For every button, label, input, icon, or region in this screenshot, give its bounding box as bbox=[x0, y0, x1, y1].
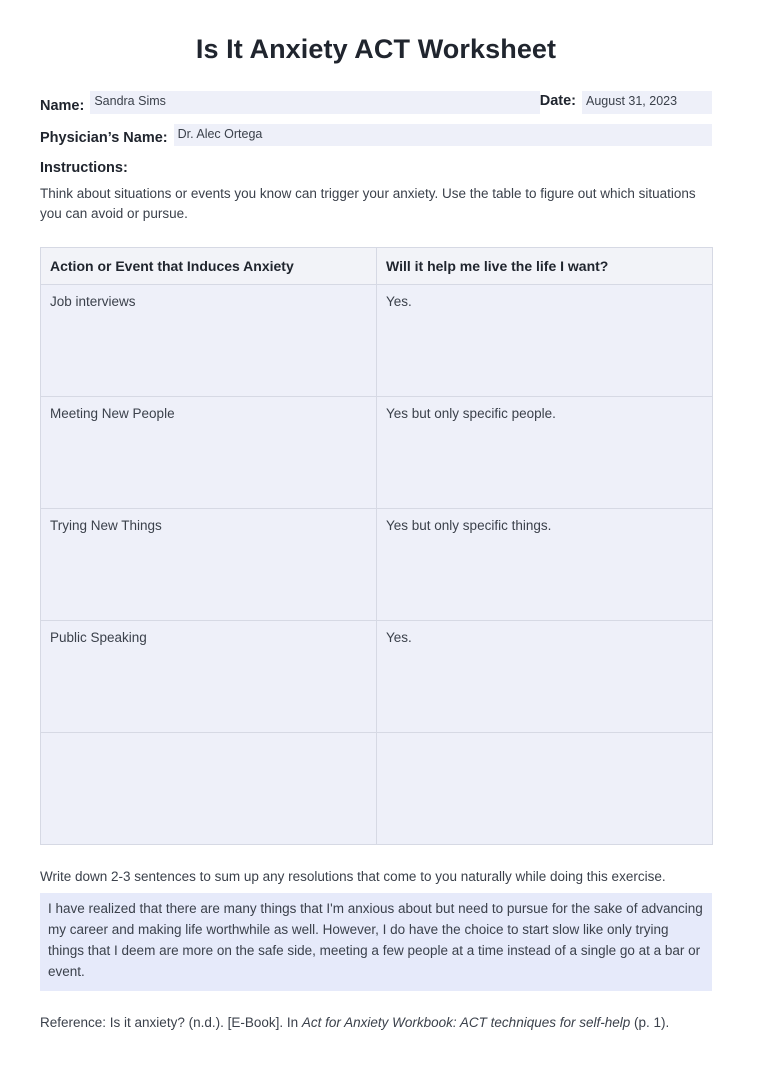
page-title: Is It Anxiety ACT Worksheet bbox=[195, 34, 557, 64]
date-block bbox=[540, 91, 712, 114]
reference-prefix: Reference: Is it anxiety? (n.d.). [E-Book]. In bbox=[40, 1014, 302, 1030]
cell-answer[interactable]: Yes but only specific people. bbox=[377, 397, 713, 509]
name-date-row bbox=[40, 91, 712, 114]
summary-prompt: Write down 2-3 sentences to sum up any resolutions that come to you naturally while doing this exercise. bbox=[40, 869, 666, 885]
reference-text bbox=[40, 1013, 712, 1033]
reference-title: Act for Anxiety Workbook: ACT techniques for self-help bbox=[301, 1014, 631, 1030]
physician-row bbox=[40, 124, 712, 147]
column-header-answer: Will it help me live the life I want? bbox=[377, 248, 713, 285]
cell-action[interactable] bbox=[41, 733, 377, 845]
cell-answer[interactable]: Yes. bbox=[377, 621, 713, 733]
reference-suffix: (p. 1). bbox=[630, 1014, 670, 1030]
name-label: Name: bbox=[40, 97, 85, 114]
summary-input[interactable]: I have realized that there are many things that I'm anxious about but need to pursue for the sake of advancing my career and making life worthwhile as well. However, I do have the choice to start slow like only trying things that I deem are more on the safe side, meeting a few people at a time instead of a single go at a bar or event. bbox=[40, 893, 712, 991]
table-row bbox=[41, 733, 713, 845]
date-input[interactable]: August 31, 2023 bbox=[582, 91, 712, 114]
instructions-label: Instructions: bbox=[40, 160, 128, 177]
name-input[interactable]: Sandra Sims bbox=[90, 91, 539, 114]
table-row bbox=[41, 397, 713, 509]
cell-action[interactable]: Trying New Things bbox=[41, 509, 377, 621]
table-row bbox=[41, 621, 713, 733]
cell-answer[interactable]: Yes but only specific things. bbox=[377, 509, 713, 621]
cell-action[interactable]: Meeting New People bbox=[41, 397, 377, 509]
date-label: Date: bbox=[539, 93, 576, 109]
cell-answer[interactable] bbox=[377, 733, 713, 845]
instructions-text: Think about situations or events you know can trigger your anxiety. Use the table to figure out which situations you can avoid or pursue. bbox=[40, 186, 696, 221]
anxiety-table bbox=[40, 247, 713, 845]
table-row bbox=[41, 285, 713, 397]
column-header-action: Action or Event that Induces Anxiety bbox=[41, 248, 377, 285]
cell-action[interactable]: Public Speaking bbox=[41, 621, 377, 733]
physician-input[interactable]: Dr. Alec Ortega bbox=[174, 124, 712, 147]
table-row bbox=[41, 509, 713, 621]
physician-label: Physician’s Name: bbox=[40, 130, 168, 147]
cell-answer[interactable]: Yes. bbox=[377, 285, 713, 397]
table-header-row bbox=[41, 248, 713, 285]
cell-action[interactable]: Job interviews bbox=[41, 285, 377, 397]
